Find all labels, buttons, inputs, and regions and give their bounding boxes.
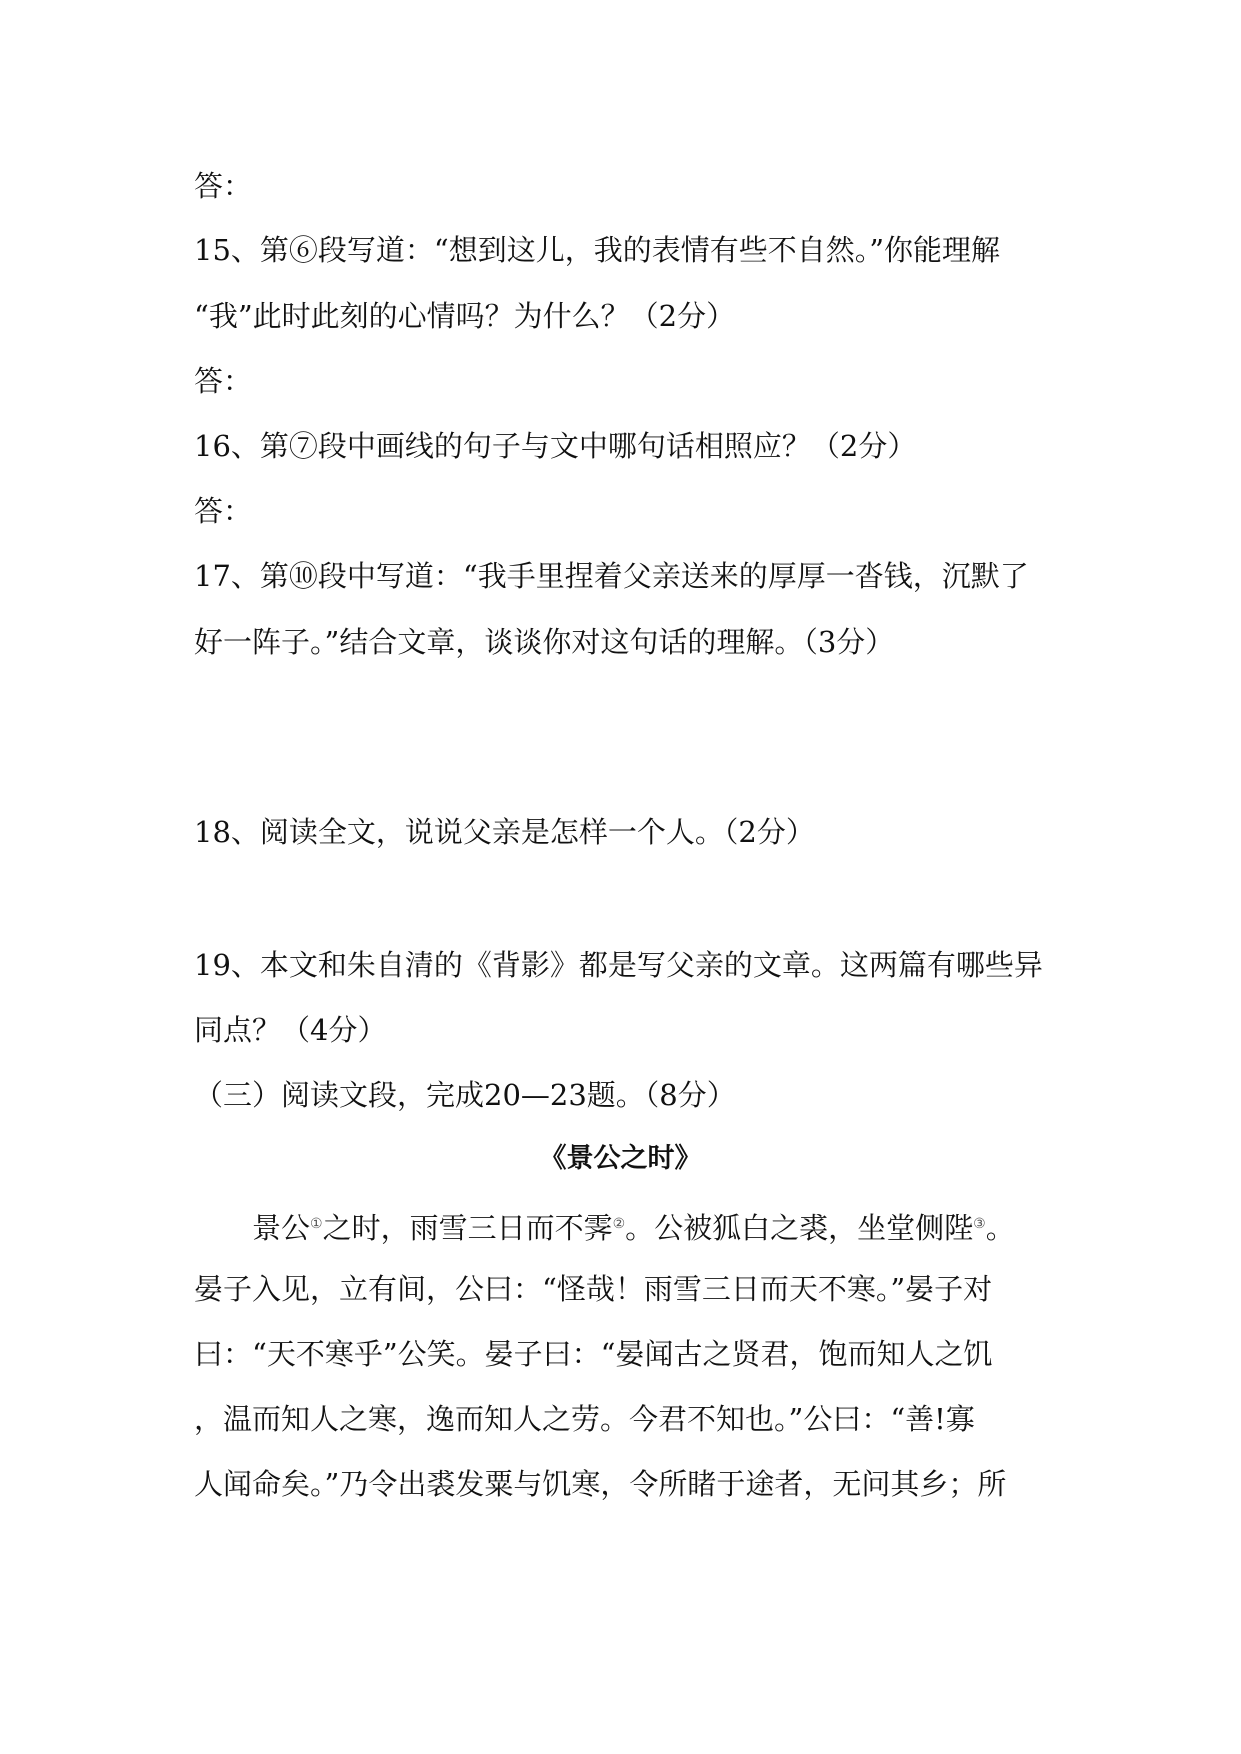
q15-line-1: 15、第⑥段写道：“想到这儿，我的表情有些不自然。”你能理解 xyxy=(194,233,1001,267)
q19-line-2: 同点？（4分） xyxy=(194,1013,387,1047)
passage-title: 《景公之时》 xyxy=(539,1143,702,1174)
footnote-marker-3: ③ xyxy=(973,1216,986,1232)
footnote-marker-2: ② xyxy=(612,1216,626,1232)
passage-text: 。 xyxy=(985,1211,1015,1245)
passage-text: 景公 xyxy=(252,1211,311,1245)
q19-line-1: 19、本文和朱自清的《背影》都是写父亲的文章。这两篇有哪些异 xyxy=(194,948,1043,982)
section3-heading: （三）阅读文段，完成20—23题。（8分） xyxy=(194,1078,736,1112)
q18-line-1: 18、阅读全文，说说父亲是怎样一个人。（2分） xyxy=(194,815,815,849)
q15-answer-label: 答： xyxy=(194,364,253,398)
passage-text: 。公被狐白之裘，坐堂侧陛 xyxy=(625,1211,974,1245)
passage-text: 之时，雨雪三日而不霁 xyxy=(322,1211,613,1245)
passage-line-2: 晏子入见，立有间，公曰：“怪哉！雨雪三日而天不寒。”晏子对 xyxy=(194,1272,993,1306)
footnote-marker-1: ① xyxy=(310,1216,323,1232)
q17-line-1: 17、第⑩段中写道：“我手里捏着父亲送来的厚厚一沓钱，沉默了 xyxy=(194,559,1029,593)
q15-line-2: “我”此时此刻的心情吗？为什么？（2分） xyxy=(194,299,736,333)
q14-answer-label: 答： xyxy=(194,169,253,203)
q17-line-2: 好一阵子。”结合文章，谈谈你对这句话的理解。（3分） xyxy=(194,625,895,659)
passage-line-4: ，温而知人之寒，逸而知人之劳。今君不知也。”公曰：“善!寡 xyxy=(194,1402,975,1436)
q16-line-1: 16、第⑦段中画线的句子与文中哪句话相照应？（2分） xyxy=(194,429,917,463)
passage-line-1 xyxy=(252,1204,1015,1248)
passage-line-5: 人闻命矣。”乃令出裘发粟与饥寒，令所睹于途者，无问其乡；所 xyxy=(194,1467,1007,1501)
passage-line-3: 曰：“天不寒乎”公笑。晏子曰：“晏闻古之贤君，饱而知人之饥 xyxy=(194,1337,993,1371)
q16-answer-label: 答： xyxy=(194,494,253,528)
